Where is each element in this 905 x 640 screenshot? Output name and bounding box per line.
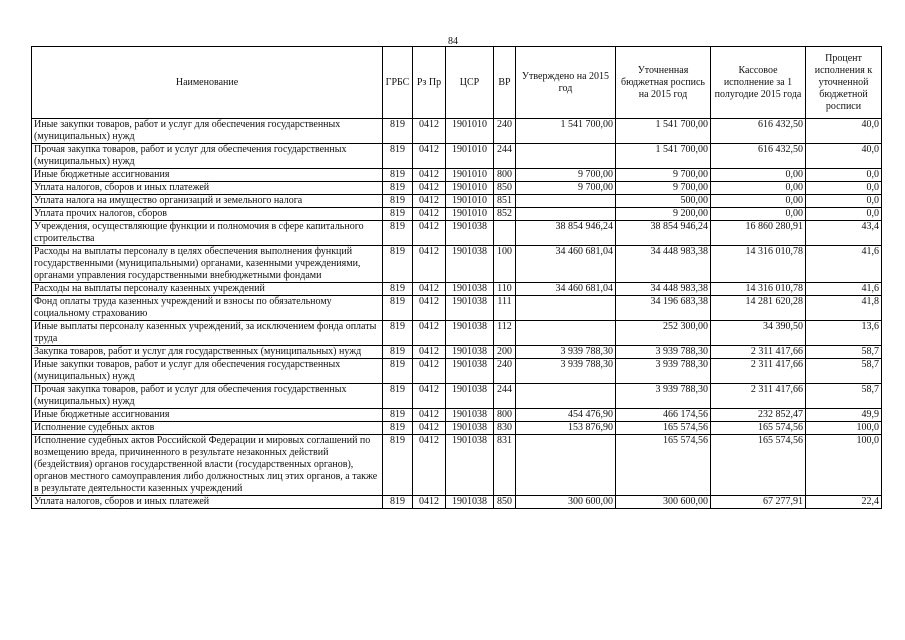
cell-percent: 58,7 [806,346,882,359]
cell-rz-pr: 0412 [413,119,446,144]
cell-percent: 0,0 [806,182,882,195]
cell-refined: 3 939 788,30 [616,384,711,409]
cell-refined: 9 700,00 [616,169,711,182]
table-row [32,246,882,283]
table-row [32,208,882,221]
cell-approved [516,435,616,496]
cell-approved: 9 700,00 [516,182,616,195]
cell-rz-pr: 0412 [413,435,446,496]
cell-name: Прочая закупка товаров, работ и услуг для обеспечения государственных (муниципальных) нужд [32,384,383,409]
table-row [32,384,882,409]
table-row [32,346,882,359]
cell-cash: 2 311 417,66 [711,384,806,409]
cell-vr: 800 [494,169,516,182]
cell-csr: 1901038 [446,346,494,359]
cell-name: Уплата налогов, сборов и иных платежей [32,496,383,509]
table-row [32,169,882,182]
cell-csr: 1901038 [446,359,494,384]
header-name: Наименование [32,47,383,119]
header-grbs: ГРБС [383,47,413,119]
cell-cash: 14 316 010,78 [711,246,806,283]
table-row [32,435,882,496]
cell-grbs: 819 [383,346,413,359]
table-row [32,221,882,246]
cell-vr: 800 [494,409,516,422]
cell-csr: 1901038 [446,435,494,496]
cell-rz-pr: 0412 [413,422,446,435]
cell-name: Иные закупки товаров, работ и услуг для обеспечения государственных (муниципальных) нужд [32,359,383,384]
cell-vr: 851 [494,195,516,208]
table-row [32,296,882,321]
cell-vr: 852 [494,208,516,221]
cell-grbs: 819 [383,359,413,384]
cell-grbs: 819 [383,119,413,144]
cell-cash: 2 311 417,66 [711,346,806,359]
cell-name: Фонд оплаты труда казенных учреждений и взносы по обязательному социальному страхованию [32,296,383,321]
cell-cash: 232 852,47 [711,409,806,422]
table-row [32,409,882,422]
cell-percent: 0,0 [806,169,882,182]
header-csr: ЦСР [446,47,494,119]
cell-csr: 1901038 [446,321,494,346]
cell-grbs: 819 [383,435,413,496]
cell-rz-pr: 0412 [413,144,446,169]
cell-csr: 1901010 [446,169,494,182]
cell-name: Расходы на выплаты персоналу в целях обеспечения выполнения функций государственными (муниципальными) органами, казенными учреждениями, органами управления государственными внебюджетными фондами [32,246,383,283]
cell-csr: 1901038 [446,246,494,283]
cell-name: Исполнение судебных актов Российской Федерации и мировых соглашений по возмещению вреда, причиненного в результате незаконных действий (бездействия) органов государственной власти (государственных органов), органов местного самоуправления либо должностных лиц этих органов, а также в результате деятельности казенных учреждений [32,435,383,496]
cell-grbs: 819 [383,246,413,283]
header-vr: ВР [494,47,516,119]
cell-rz-pr: 0412 [413,182,446,195]
cell-percent: 41,6 [806,283,882,296]
cell-vr: 111 [494,296,516,321]
cell-name: Уплата прочих налогов, сборов [32,208,383,221]
cell-vr [494,221,516,246]
cell-percent: 41,8 [806,296,882,321]
cell-grbs: 819 [383,496,413,509]
cell-name: Иные бюджетные ассигнования [32,409,383,422]
cell-refined: 3 939 788,30 [616,346,711,359]
cell-grbs: 819 [383,384,413,409]
cell-percent: 100,0 [806,422,882,435]
cell-csr: 1901010 [446,182,494,195]
cell-approved: 1 541 700,00 [516,119,616,144]
cell-refined: 38 854 946,24 [616,221,711,246]
table-row [32,182,882,195]
cell-percent: 100,0 [806,435,882,496]
cell-approved: 300 600,00 [516,496,616,509]
cell-approved: 3 939 788,30 [516,346,616,359]
cell-cash: 0,00 [711,169,806,182]
cell-approved: 3 939 788,30 [516,359,616,384]
cell-rz-pr: 0412 [413,221,446,246]
cell-vr: 200 [494,346,516,359]
cell-percent: 43,4 [806,221,882,246]
cell-approved [516,144,616,169]
cell-csr: 1901038 [446,296,494,321]
cell-grbs: 819 [383,321,413,346]
cell-refined: 3 939 788,30 [616,359,711,384]
cell-refined: 466 174,56 [616,409,711,422]
cell-rz-pr: 0412 [413,346,446,359]
cell-percent: 0,0 [806,195,882,208]
cell-cash: 14 316 010,78 [711,283,806,296]
cell-cash: 14 281 620,28 [711,296,806,321]
cell-approved [516,195,616,208]
table-row [32,119,882,144]
cell-csr: 1901010 [446,208,494,221]
cell-grbs: 819 [383,283,413,296]
cell-name: Прочая закупка товаров, работ и услуг для обеспечения государственных (муниципальных) нужд [32,144,383,169]
table-row [32,195,882,208]
cell-approved: 34 460 681,04 [516,283,616,296]
cell-name: Расходы на выплаты персоналу казенных учреждений [32,283,383,296]
cell-name: Закупка товаров, работ и услуг для государственных (муниципальных) нужд [32,346,383,359]
cell-refined: 165 574,56 [616,435,711,496]
cell-percent: 0,0 [806,208,882,221]
cell-vr: 850 [494,496,516,509]
cell-name: Уплата налогов, сборов и иных платежей [32,182,383,195]
cell-csr: 1901038 [446,283,494,296]
cell-percent: 40,0 [806,144,882,169]
cell-rz-pr: 0412 [413,246,446,283]
cell-percent: 58,7 [806,359,882,384]
cell-percent: 22,4 [806,496,882,509]
cell-grbs: 819 [383,144,413,169]
table-row [32,283,882,296]
cell-name: Учреждения, осуществляющие функции и полномочия в сфере капитального строительства [32,221,383,246]
cell-cash: 616 432,50 [711,119,806,144]
cell-name: Иные бюджетные ассигнования [32,169,383,182]
budget-table [31,46,882,509]
table-row [32,422,882,435]
cell-approved [516,384,616,409]
cell-approved: 9 700,00 [516,169,616,182]
cell-percent: 49,9 [806,409,882,422]
cell-cash: 0,00 [711,208,806,221]
cell-refined: 34 448 983,38 [616,246,711,283]
cell-csr: 1901038 [446,409,494,422]
cell-cash: 16 860 280,91 [711,221,806,246]
cell-approved [516,208,616,221]
cell-name: Уплата налога на имущество организаций и земельного налога [32,195,383,208]
cell-csr: 1901038 [446,422,494,435]
cell-name: Иные закупки товаров, работ и услуг для обеспечения государственных (муниципальных) нужд [32,119,383,144]
cell-csr: 1901010 [446,119,494,144]
cell-rz-pr: 0412 [413,283,446,296]
cell-refined: 34 196 683,38 [616,296,711,321]
cell-rz-pr: 0412 [413,169,446,182]
cell-csr: 1901038 [446,221,494,246]
cell-cash: 34 390,50 [711,321,806,346]
header-percent: Процент исполнения к уточненной бюджетной росписи [806,47,882,119]
cell-grbs: 819 [383,195,413,208]
cell-approved: 454 476,90 [516,409,616,422]
table-row [32,496,882,509]
cell-cash: 165 574,56 [711,422,806,435]
cell-grbs: 819 [383,182,413,195]
cell-percent: 40,0 [806,119,882,144]
cell-approved: 38 854 946,24 [516,221,616,246]
cell-grbs: 819 [383,208,413,221]
cell-rz-pr: 0412 [413,208,446,221]
cell-percent: 58,7 [806,384,882,409]
cell-refined: 165 574,56 [616,422,711,435]
table-row [32,321,882,346]
cell-rz-pr: 0412 [413,496,446,509]
cell-refined: 1 541 700,00 [616,144,711,169]
cell-rz-pr: 0412 [413,409,446,422]
cell-cash: 0,00 [711,182,806,195]
cell-vr: 831 [494,435,516,496]
cell-rz-pr: 0412 [413,195,446,208]
cell-rz-pr: 0412 [413,321,446,346]
cell-name: Иные выплаты персоналу казенных учреждений, за исключением фонда оплаты труда [32,321,383,346]
cell-grbs: 819 [383,296,413,321]
cell-approved [516,321,616,346]
cell-cash: 2 311 417,66 [711,359,806,384]
cell-refined: 500,00 [616,195,711,208]
cell-percent: 41,6 [806,246,882,283]
cell-cash: 616 432,50 [711,144,806,169]
cell-refined: 9 700,00 [616,182,711,195]
cell-vr: 112 [494,321,516,346]
table-row [32,144,882,169]
cell-cash: 165 574,56 [711,435,806,496]
cell-approved: 34 460 681,04 [516,246,616,283]
cell-grbs: 819 [383,409,413,422]
cell-csr: 1901038 [446,496,494,509]
cell-percent: 13,6 [806,321,882,346]
cell-refined: 9 200,00 [616,208,711,221]
header-rz-pr: Рз Пр [413,47,446,119]
cell-vr: 240 [494,359,516,384]
cell-vr: 240 [494,119,516,144]
cell-cash: 67 277,91 [711,496,806,509]
cell-vr: 830 [494,422,516,435]
cell-name: Исполнение судебных актов [32,422,383,435]
table-header-row [32,47,882,119]
table-body [32,119,882,509]
cell-refined: 1 541 700,00 [616,119,711,144]
cell-csr: 1901010 [446,144,494,169]
cell-vr: 100 [494,246,516,283]
cell-rz-pr: 0412 [413,359,446,384]
header-approved: Утверждено на 2015 год [516,47,616,119]
cell-csr: 1901010 [446,195,494,208]
cell-csr: 1901038 [446,384,494,409]
cell-refined: 300 600,00 [616,496,711,509]
cell-vr: 244 [494,384,516,409]
cell-rz-pr: 0412 [413,296,446,321]
cell-refined: 252 300,00 [616,321,711,346]
header-cash: Кассовое исполнение за 1 полугодие 2015 года [711,47,806,119]
cell-approved [516,296,616,321]
header-refined: Уточненная бюджетная роспись на 2015 год [616,47,711,119]
cell-grbs: 819 [383,422,413,435]
cell-cash: 0,00 [711,195,806,208]
cell-approved: 153 876,90 [516,422,616,435]
table-row [32,359,882,384]
cell-rz-pr: 0412 [413,384,446,409]
cell-grbs: 819 [383,169,413,182]
cell-refined: 34 448 983,38 [616,283,711,296]
cell-vr: 850 [494,182,516,195]
cell-vr: 244 [494,144,516,169]
cell-vr: 110 [494,283,516,296]
page-number: 84 [448,36,458,47]
cell-grbs: 819 [383,221,413,246]
